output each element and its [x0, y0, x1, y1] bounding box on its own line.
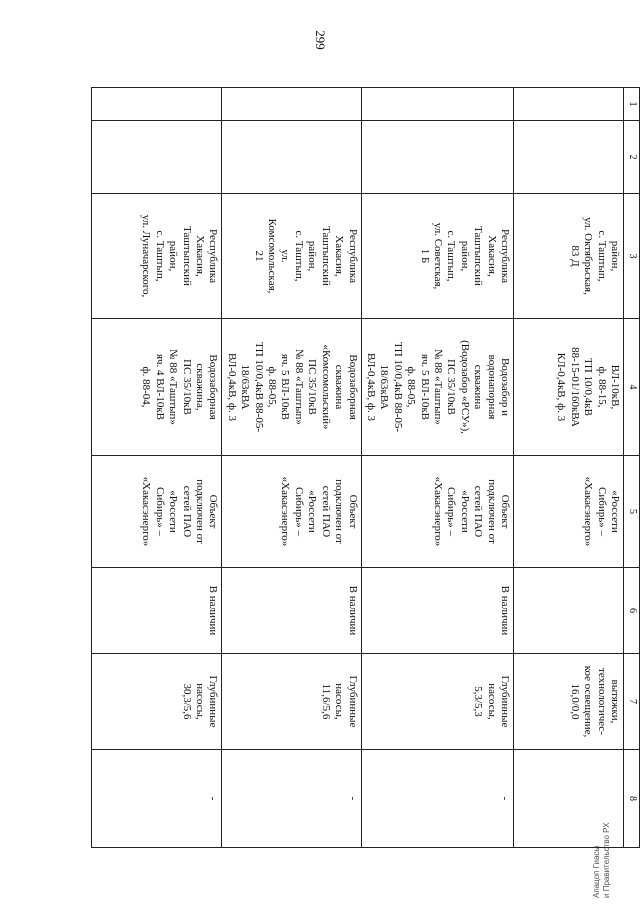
- cell-text-line: -: [499, 796, 511, 801]
- table-cell-c5: [361, 456, 513, 568]
- table-cell-c2: [92, 121, 222, 194]
- cell-text-line: яч. 5 ВЛ-10кВ: [418, 353, 431, 421]
- cell-text-line: ул.: [279, 249, 292, 263]
- cell-text-line: 21: [252, 250, 265, 262]
- table-cell-c5: [222, 456, 361, 568]
- cell-text-line: КЛ-0,4кВ, ф. 3: [555, 352, 568, 422]
- cell-text-line: кое освещение,: [582, 665, 595, 738]
- table-row: [514, 88, 624, 848]
- cell-text-line: ВЛ-10кВ,: [609, 364, 621, 410]
- cell-text-line: «Хакасэнерго»: [140, 476, 153, 547]
- cell-text-line: водонапорная: [485, 354, 498, 420]
- cell-text-line: Таштыпский: [180, 226, 193, 286]
- cell-text-line: 5,3/5,3: [472, 686, 485, 717]
- cell-text-line: ф. 88-05,: [266, 366, 279, 408]
- cell-text-line: 1 Б: [418, 248, 431, 264]
- cell-text-line: № 88 «Таштып»: [292, 349, 305, 425]
- cell-text-line: № 88 «Таштып»: [167, 349, 180, 425]
- cell-text-line: В наличии: [499, 585, 511, 636]
- cell-text-line: (Водозабор «РСУ»),: [458, 340, 471, 434]
- cell-text-line: Объект: [499, 494, 511, 529]
- cell-text-line: Водозаборная: [346, 354, 359, 420]
- table-cell-c6: [222, 568, 361, 654]
- cell-text-line: Хакасия,: [194, 235, 207, 277]
- cell-text-line: 11,6/5,6: [319, 683, 332, 720]
- cell-text-line: ВЛ-0,4кВ, ф. 3: [364, 352, 377, 422]
- table-cell-c8: [92, 750, 222, 848]
- cell-text-line: яч. 4 ВЛ-10кВ: [153, 353, 166, 421]
- cell-text-line: Республика: [346, 228, 359, 283]
- table-cell-c4: [361, 319, 513, 456]
- table-cell-c4: [222, 319, 361, 456]
- cell-text-line: -: [346, 796, 359, 801]
- cell-text-line: ф. 88-15,: [595, 366, 608, 408]
- cell-text-line: Сибирь» –: [595, 487, 608, 536]
- cell-text-line: подключен от: [333, 479, 346, 544]
- table-cell-c7: [514, 654, 624, 750]
- cell-text-line: Глубинные: [207, 675, 220, 728]
- cell-text-line: скважина: [333, 364, 346, 410]
- table-cell-c1: [222, 88, 361, 121]
- cell-text-line: ф. 88-04,: [140, 366, 153, 408]
- cell-text-line: 83 Д: [568, 245, 581, 267]
- cell-text-line: сетей ПАО: [319, 485, 332, 538]
- cell-text-line: район,: [458, 240, 471, 272]
- cell-text-line: ТП 10/0,4кВ 88-05-: [391, 342, 404, 432]
- cell-text-line: с. Таштып,: [292, 230, 305, 282]
- cell-text-line: насосы,: [333, 683, 346, 720]
- cell-text-line: ПС 35/10кВ: [306, 359, 319, 415]
- table-row: [361, 88, 513, 848]
- cell-text-line: скважина,: [194, 363, 207, 411]
- cell-text-line: Республика: [207, 228, 220, 283]
- cell-text-line: ВЛ-0,4кВ, ф. 3: [225, 352, 238, 422]
- cell-text-line: с. Таштып,: [445, 230, 458, 282]
- cell-text-line: Объект: [346, 494, 359, 529]
- cell-text-line: Водозабор и: [499, 357, 511, 417]
- table-cell-c1: [514, 88, 624, 121]
- cell-text-line: 16,0/0,0: [568, 683, 581, 720]
- cell-text-line: Глубинные: [346, 675, 359, 728]
- cell-text-line: Хакасия,: [333, 235, 346, 277]
- cell-text-line: Сибирь» –: [292, 487, 305, 536]
- cell-text-line: Хакасия,: [485, 235, 498, 277]
- cell-text-line: подключен от: [485, 479, 498, 544]
- cell-text-line: с. Таштып,: [595, 230, 608, 282]
- page-number: 299: [313, 30, 328, 50]
- cell-text-line: ТП 10/0,4кВ: [582, 358, 595, 416]
- table-cell-c8: [361, 750, 513, 848]
- cell-text-line: 18/63кВА: [239, 364, 252, 410]
- table-cell-c7: [361, 654, 513, 750]
- cell-text-line: Республика: [499, 228, 511, 283]
- cell-text-line: «Хакасэнерго»: [431, 476, 444, 547]
- column-header: 4: [624, 319, 640, 456]
- table-row: [222, 88, 361, 848]
- cell-text-line: ул. Октябрьская,: [582, 217, 595, 295]
- cell-text-line: Таштыпский: [319, 226, 332, 286]
- cell-text-line: ф. 88-05,: [405, 366, 418, 408]
- cell-text-line: «Хакасэнерго»: [582, 476, 595, 547]
- table-cell-c5: [514, 456, 624, 568]
- cell-text-line: скважина: [472, 364, 485, 410]
- data-table: [91, 87, 640, 848]
- cell-text-line: вытяжки,: [609, 679, 621, 724]
- table-cell-c1: [92, 88, 222, 121]
- cell-text-line: В наличии: [207, 585, 220, 636]
- cell-text-line: ул. Советская,: [431, 222, 444, 290]
- cell-text-line: яч. 5 ВЛ-10кВ: [279, 353, 292, 421]
- cell-text-line: «Комсомольский»: [319, 344, 332, 430]
- cell-text-line: ТП 10/0,4кВ 88-05-: [252, 342, 265, 432]
- table-cell-c2: [361, 121, 513, 194]
- table-cell-c3: [361, 194, 513, 319]
- cell-text-line: «Россети: [167, 490, 180, 533]
- cell-text-line: насосы,: [194, 683, 207, 720]
- table-cell-c4: [514, 319, 624, 456]
- cell-text-line: ПС 35/10кВ: [180, 359, 193, 415]
- column-header: 7: [624, 654, 640, 750]
- cell-text-line: сетей ПАО: [472, 485, 485, 538]
- cell-text-line: технологичес-: [595, 668, 608, 735]
- table-cell-c5: [92, 456, 222, 568]
- cell-text-line: 18/63кВА: [378, 364, 391, 410]
- cell-text-line: Глубинные: [499, 675, 511, 728]
- cell-text-line: «Хакасэнерго»: [279, 476, 292, 547]
- cell-text-line: район,: [167, 240, 180, 272]
- cell-text-line: 88-15-01/160кВА: [568, 347, 581, 427]
- cell-text-line: № 88 «Таштып»: [431, 349, 444, 425]
- column-header: 2: [624, 121, 640, 194]
- cell-text-line: Сибирь» –: [153, 487, 166, 536]
- column-header: 5: [624, 456, 640, 568]
- table-cell-c2: [514, 121, 624, 194]
- column-header: 1: [624, 88, 640, 121]
- column-header: 8: [624, 750, 640, 848]
- cell-text-line: сетей ПАО: [180, 485, 193, 538]
- cell-text-line: Водозаборная: [207, 354, 220, 420]
- table-header-row: [624, 88, 640, 848]
- cell-text-line: с. Таштып,: [153, 230, 166, 282]
- table-cell-c3: [92, 194, 222, 319]
- column-header: 3: [624, 194, 640, 319]
- cell-text-line: подключен от: [194, 479, 207, 544]
- table-cell-c6: [92, 568, 222, 654]
- cell-text-line: Таштыпский: [472, 226, 485, 286]
- watermark-line: Апацоп Гиасы: [592, 845, 601, 898]
- cell-text-line: Объект: [207, 494, 220, 529]
- column-header: 6: [624, 568, 640, 654]
- table-cell-c6: [514, 568, 624, 654]
- table-cell-c2: [222, 121, 361, 194]
- table-cell-c4: [92, 319, 222, 456]
- cell-text-line: В наличии: [346, 585, 359, 636]
- cell-text-line: -: [207, 796, 220, 801]
- cell-text-line: «Россети: [609, 490, 621, 533]
- table-cell-c3: [222, 194, 361, 319]
- cell-text-line: район,: [609, 240, 621, 272]
- cell-text-line: Комсомольская,: [266, 218, 279, 294]
- table-cell-c8: [222, 750, 361, 848]
- watermark-line: и Правительство РХ: [602, 822, 611, 898]
- table-cell-c3: [514, 194, 624, 319]
- table-cell-c1: [361, 88, 513, 121]
- cell-text-line: 30,3/5,6: [180, 683, 193, 720]
- table-cell-c7: [222, 654, 361, 750]
- cell-text-line: насосы,: [485, 683, 498, 720]
- cell-text-line: район,: [306, 240, 319, 272]
- cell-text-line: ПС 35/10кВ: [445, 359, 458, 415]
- table-cell-c7: [92, 654, 222, 750]
- cell-text-line: «Россети: [306, 490, 319, 533]
- rotated-table-container: [120, 87, 640, 847]
- table-row: [92, 88, 222, 848]
- cell-text-line: «Россети: [458, 490, 471, 533]
- cell-text-line: Сибирь» –: [445, 487, 458, 536]
- cell-text-line: ул. Луначарского,: [140, 214, 153, 298]
- table-cell-c6: [361, 568, 513, 654]
- watermark: [592, 758, 612, 898]
